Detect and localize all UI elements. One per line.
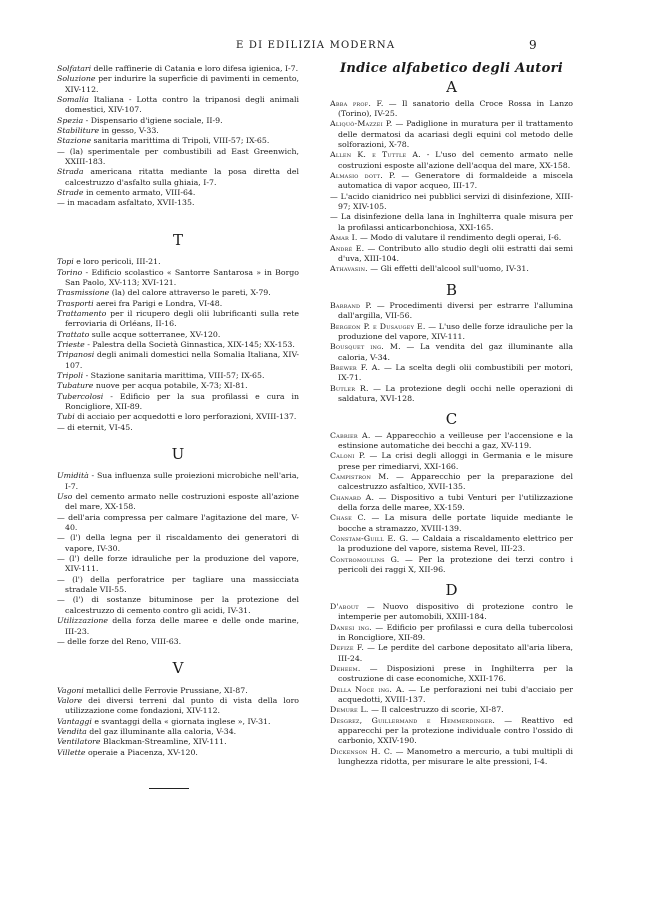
entry-text: — Gli effetti dell'alcool sull'uomo, IV-31. [367, 264, 529, 274]
author-name: Chase C. [330, 513, 367, 523]
subject-keyword: Torino [57, 267, 83, 277]
page-header [0, 40, 651, 56]
author-entry [330, 534, 573, 555]
entry-text: metallici delle Ferrovie Prussiane, XI-87. [83, 685, 248, 695]
letter-heading-t: T [172, 230, 183, 249]
subject-keyword: Stazione [57, 136, 92, 146]
entry-text: — (la) sperimentale per combustibili ad East Greenwich, XXIII-183. [57, 146, 299, 167]
entry-text: — Contributo allo studio degli olii estratti dai semi d'uva, XIII-104. [338, 243, 574, 263]
entry-text: — Procedimenti diversi per estrarre l'allumina dall'argilla, VII-56. [338, 300, 573, 321]
subject-keyword: Spezia [57, 115, 84, 125]
subject-entry [57, 371, 299, 381]
subject-entry [57, 116, 299, 126]
entry-text: per indurire la superficie di pavimenti in cemento, XIV-112. [65, 74, 299, 94]
entry-text: — dell'aria compressa per calmare l'agitazione del mare, V-40. [57, 512, 299, 533]
letter-heading-v: V [172, 659, 184, 678]
subject-entry [57, 748, 299, 758]
subject-keyword: Trasporti [57, 298, 94, 308]
author-entry [330, 685, 573, 706]
entry-text: — Per la protezione dei terzi contro i pericoli dei raggi X, XII-96. [338, 554, 573, 575]
subject-entry [57, 309, 299, 330]
entry-text: delle raffinerie di Catania e loro difesa igienica, I-7. [91, 64, 299, 73]
author-entry [330, 384, 573, 405]
author-entry [330, 342, 573, 363]
entry-text: — Nuovo dispositivo di protezione contro le intemperie per automobili, XXIII-184. [338, 601, 573, 622]
section-s [57, 64, 299, 209]
subject-keyword: Trattato [57, 329, 90, 339]
section-c [330, 431, 573, 576]
entry-text: — (l') della legna per il riscaldamento dei generatori di vapore, IV-30. [57, 533, 299, 553]
entry-text: — L'uso delle forze idrauliche per la produzione del vapore, XIV-111. [338, 321, 573, 341]
author-entry [330, 99, 573, 120]
entry-text: — Reattivo ed apparecchi per la protezione individuale contro l'ossido di carbonio, XXIV-190. [338, 715, 573, 746]
section-b [330, 301, 573, 404]
subject-keyword: Soluzione [57, 74, 96, 84]
entry-text: — (l') delle forze idrauliche per la produzione del vapore, XIV-111. [57, 554, 299, 574]
subject-entry [57, 126, 299, 136]
end-rule [149, 788, 189, 789]
author-entry [330, 233, 573, 243]
subject-entry [57, 423, 299, 433]
subject-keyword: Vendita [57, 726, 87, 736]
entry-text: dei diversi terreni dal punto di vista della loro utilizzazione come fondazioni, XIV-112. [65, 695, 299, 716]
author-entry [330, 192, 573, 213]
entry-text: - Edificio per la sua profilassi e cura in Roncigliore, XII-89. [65, 391, 299, 411]
entry-text: — Disposizioni prese in Inghilterra per la costruzione di case economiche, XXII-176. [338, 663, 573, 684]
entry-text: — (l') della perforatrice per tagliare una massicciata stradale VII-55. [57, 574, 299, 595]
subject-keyword: Strade [57, 188, 84, 198]
entry-text: del gaz illuminante alla caloria, V-34. [86, 726, 237, 736]
entry-text: — Caldaia a riscaldamento elettrico per la produzione del vapore, sistema Revel, III-23. [338, 534, 573, 554]
subject-keyword: Utilizzazione [57, 616, 108, 626]
section-a [330, 99, 573, 275]
entry-text: - Stazione sanitaria marittima, VIII-57; IX-65. [83, 370, 265, 380]
subject-entry [57, 188, 299, 198]
author-name: Bergeon P. e Dusaugey E. [330, 321, 426, 331]
subject-keyword: Valore [57, 695, 83, 705]
author-entry [330, 363, 573, 384]
entry-text: del cemento armato nelle costruzioni esposte all'azione del mare, XX-158. [65, 492, 299, 512]
subject-entry [57, 330, 299, 340]
subject-keyword: Vantaggi [57, 716, 92, 726]
author-name: Amar I. [330, 233, 358, 243]
subject-entry [57, 727, 299, 737]
entry-text: degli animali domestici nella Somalia Italiana, XIV-107. [65, 350, 299, 370]
entry-text: operaie a Piacenza, XV-120. [85, 747, 198, 757]
subject-entry [57, 533, 299, 554]
author-entry [330, 664, 573, 685]
running-head: E DI EDILIZIA MODERNA [236, 40, 396, 51]
entry-text: — La crisi degli alloggi in Germania e le misure prese per rimediarvi, XXI-166. [338, 451, 573, 471]
subject-entry [57, 412, 299, 422]
subject-entry [57, 686, 299, 696]
author-name: Caloni P. [330, 451, 366, 461]
author-name: Athavasin. [330, 264, 368, 274]
subject-keyword: Solfatari [57, 64, 92, 73]
subject-entry [57, 340, 299, 350]
subject-keyword: Tripoli [57, 370, 84, 380]
entry-text: — Apparecchio per la preparazione del calcestruzzo asfaltico, XVII-135. [338, 472, 573, 492]
entry-text: - Edificio scolastico « Santorre Santarosa » in Borgo San Paolo, XV-113; XVI-121. [65, 267, 299, 287]
author-entry [330, 171, 573, 192]
author-name: Almasio dott. P. [330, 171, 396, 181]
entry-text: — Generatore di formaldeide a miscela automatica di vapor acqueo, III-17. [338, 171, 573, 191]
entry-text: aerei fra Parigi e Londra, VI-48. [93, 298, 223, 308]
entry-text: — Modo di valutare il rendimento degli operai, I-6. [357, 233, 562, 243]
entry-text: Blackman-Streamline, XIV-111. [100, 737, 227, 747]
entry-text: nuove per acqua potabile, X-73; XI-81. [93, 381, 248, 391]
subject-entry [57, 616, 299, 637]
author-name: André E. [330, 243, 365, 253]
subject-entry [57, 637, 299, 647]
author-name: Cabrier A. [330, 430, 371, 440]
author-name: Butler R. [330, 383, 369, 393]
author-name: Contromoulins G. [330, 554, 400, 564]
author-entry [330, 705, 573, 715]
entry-text: — Le perdite del carbone depositato all'aria libera, III-24. [338, 643, 574, 663]
subject-keyword: Vagoni [57, 685, 84, 695]
subject-keyword: Somalia [57, 95, 89, 105]
subject-entry [57, 737, 299, 747]
entry-text: — La vendita del gaz illuminante alla caloria, V-34. [338, 342, 573, 362]
subject-keyword: Tubercolosi [57, 391, 104, 401]
author-name: Danesi ing. [330, 622, 372, 632]
entry-text: — L'acido cianidrico nei pubblici servizi di disinfezione, XIII-97; XIV-105. [330, 191, 573, 212]
page-number: 9 [529, 38, 537, 52]
section-v [57, 686, 299, 758]
subject-keyword: Villette [57, 747, 86, 757]
subject-entry [57, 64, 299, 74]
author-name: Constam-Guill E. G. [330, 534, 409, 544]
author-name: Brewer F. A. [330, 362, 381, 372]
subject-keyword: Trasmissione [57, 288, 110, 298]
subject-entry [57, 350, 299, 371]
author-name: Demure L. [330, 705, 369, 715]
author-entry [330, 493, 573, 514]
entry-text: — Il calcestruzzo di scorie, XI-87. [368, 705, 504, 715]
author-name: Dickenson H. C. [330, 746, 393, 756]
subject-entry [57, 95, 299, 116]
entry-text: - L'uso del cemento armato nelle costruzioni esposte all'azione dell'acqua del mare, XX-158. [338, 150, 574, 170]
author-entry [330, 301, 573, 322]
subject-keyword: Stabiliture [57, 126, 100, 136]
letter-heading-c: C [445, 410, 458, 429]
author-entry [330, 150, 573, 171]
entry-text: - Dispensario d'igiene sociale, II-9. [83, 115, 223, 125]
subject-entry [57, 288, 299, 298]
entry-text: Italiana - Lotta contro la tripanosi degli animali domestici, XIV-107. [65, 95, 299, 115]
entry-text: — delle forze del Reno, VIII-63. [57, 636, 182, 646]
author-name: Allen K. e Tuttle A. [330, 150, 421, 160]
author-entry [330, 555, 573, 576]
section-t [57, 257, 299, 433]
subject-entry [57, 554, 299, 575]
subject-keyword: Umidità [57, 471, 89, 481]
entry-text: — di eternit, VI-45. [57, 422, 133, 432]
entry-text: — Padiglione in muratura per il trattamento delle dermatosi da acariasi degli equini col metodo delle solforazioni, X-78. [338, 119, 573, 150]
author-index-title: Indice alfabetico degli Autori [340, 61, 563, 76]
entry-text: — La protezione degli occhi nelle operazioni di saldatura, XVI-128. [338, 383, 574, 403]
letter-heading-a: A [446, 78, 457, 97]
entry-text: sanitaria marittima di Tripoli, VIII-57; IX-65. [91, 136, 270, 146]
subject-keyword: Uso [57, 492, 73, 502]
entry-text: della forza delle maree e delle onde marine, III-23. [65, 616, 299, 636]
subject-keyword: Topi [57, 257, 74, 267]
author-entry [330, 747, 573, 768]
subject-keyword: Tripanosi [57, 350, 95, 360]
entry-text: — Il sanatorio della Croce Rossa in Lanzo (Torino), IV-25. [338, 98, 573, 119]
subject-entry [57, 492, 299, 513]
subject-keyword: Ventilatore [57, 737, 101, 747]
author-name: Chanard A. [330, 492, 375, 502]
author-entry [330, 716, 573, 747]
subject-entry [57, 167, 299, 188]
letter-heading-u: U [171, 445, 185, 463]
author-entry [330, 264, 573, 274]
entry-text: di acciaio per acquedotti e loro perforazioni, XVIII-137. [74, 412, 297, 422]
entry-text: - Palestra della Società Ginnastica, XIX-145; XX-153. [84, 339, 295, 349]
entry-text: e loro pericoli, III-21. [73, 257, 161, 267]
author-name: Della Noce ing. A. [330, 684, 405, 694]
author-entry [330, 643, 573, 664]
entry-text: — La misura delle portate liquide mediante le bocche a stramazzo, XVIII-139. [338, 513, 573, 533]
author-entry [330, 472, 573, 493]
subject-entry [57, 513, 299, 534]
entry-text: americana ritatta mediante la posa diretta del calcestruzzo d'asfalto sulla ghiaia, I-7. [65, 167, 299, 187]
author-index-column [330, 61, 574, 767]
section-d [330, 602, 573, 768]
section-u [57, 471, 299, 647]
subject-entry [57, 717, 299, 727]
entry-text: e svantaggi della « giornata inglese », IV-31. [91, 716, 271, 726]
author-name: Barrand P. [330, 300, 372, 310]
entry-text: — Dispositivo a tubi Venturi per l'utilizzazione della forza delle maree, XX-159. [338, 492, 573, 513]
subject-entry [57, 471, 299, 492]
subject-keyword: Strada [57, 167, 84, 177]
author-name: Aliquò-Mazzei P. [330, 119, 393, 129]
entry-text: - Sua influenza sulle proiezioni microbiche nell'aria, I-7. [65, 471, 299, 491]
entry-text: — Apparecchio a veilleuse per l'accensione e la estinsione automatiche dei becchi a gaz, XV-119. [338, 430, 574, 450]
entry-text: — in macadam asfaltato, XVII-135. [57, 198, 195, 208]
entry-text: — Manometro a mercurio, a tubi multipli di lunghezza ridotta, per misurare le alte pressioni, I-4. [338, 746, 573, 766]
subject-index-column [57, 64, 299, 789]
subject-entry [57, 299, 299, 309]
letter-heading-b: B [445, 280, 458, 299]
subject-keyword: Tubature [57, 381, 94, 391]
author-name: Deheem. [330, 663, 361, 673]
entry-text: in cemento armato, VIII-64. [83, 188, 196, 198]
entry-text: sulle acque sotterranee, XV-120. [89, 329, 221, 339]
author-entry [330, 322, 573, 343]
author-entry [330, 431, 573, 452]
subject-entry [57, 147, 299, 168]
author-entry [330, 119, 573, 150]
subject-entry [57, 198, 299, 208]
subject-entry [57, 268, 299, 289]
entry-text: — La scelta degli olii combustibili per motori, IX-71. [338, 362, 573, 383]
letter-heading-d: D [445, 581, 458, 600]
subject-entry [57, 392, 299, 413]
author-entry [330, 212, 573, 233]
author-entry [330, 602, 573, 623]
subject-entry [57, 74, 299, 95]
subject-entry [57, 696, 299, 717]
author-entry [330, 451, 573, 472]
author-name: Abba prof. F. [330, 98, 384, 108]
author-name: D'about [330, 601, 359, 611]
entry-text: — Edificio per profilassi e cura della tubercolosi in Roncigliore, XII-89. [338, 622, 573, 642]
entry-text: — La disinfezione della lana in Inghilterra quale misura per la profilassi anticarbonchiosa, XXI-165. [330, 212, 573, 232]
entry-text: — (l') di sostanze bituminose per la protezione del calcestruzzo di cemento contro gli acidi, IV-31. [57, 595, 299, 615]
subject-keyword: Trattamento [57, 308, 107, 318]
author-name: Desgrez, Guillermand e Hemmerdinger. [330, 715, 496, 725]
author-entry [330, 623, 573, 644]
entry-text: in gesso, V-33. [99, 126, 159, 136]
entry-text: — Le perforazioni nei tubi d'acciaio per acquedotti, XVIII-137. [338, 684, 573, 704]
subject-entry [57, 257, 299, 267]
entry-text: per il ricupero degli olii lubrificanti sulla rete ferroviaria di Orléans, II-16. [65, 308, 299, 329]
subject-entry [57, 575, 299, 596]
subject-entry [57, 595, 299, 616]
subject-keyword: Tubi [57, 412, 75, 422]
subject-entry [57, 136, 299, 146]
author-entry [330, 244, 573, 265]
author-name: Bousquet ing. M. [330, 342, 401, 352]
author-entry [330, 513, 573, 534]
subject-keyword: Trieste [57, 339, 85, 349]
author-name: Campistron M. [330, 472, 390, 482]
entry-text: (la) del calore attraverso le pareti, X-79. [109, 288, 271, 298]
author-name: Defize F. [330, 643, 365, 653]
subject-entry [57, 381, 299, 391]
